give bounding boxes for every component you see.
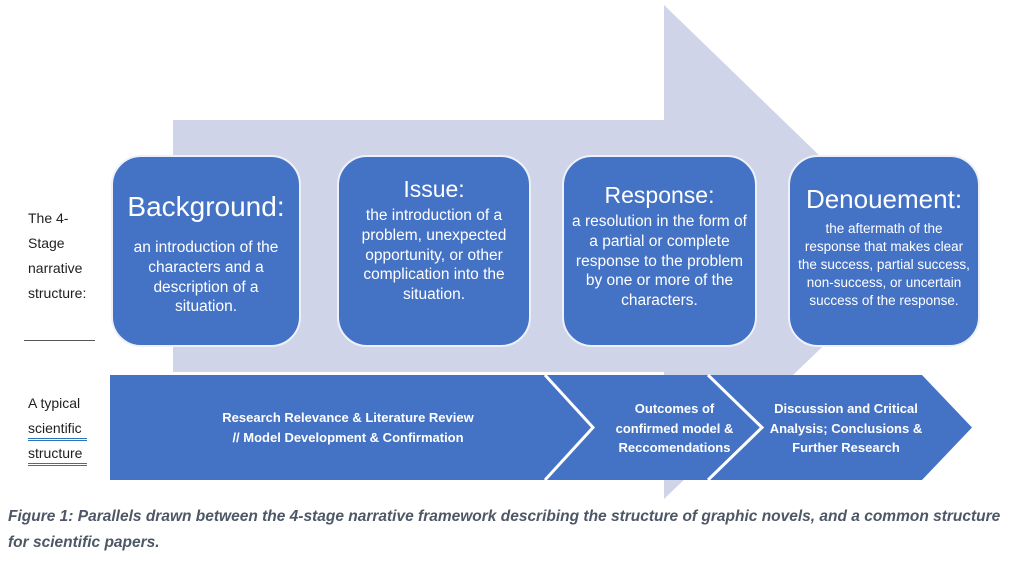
figure-caption: Figure 1: Parallels drawn between the 4-stage narrative framework describing the structure of graphic novels, and a common structure for scientific papers.: [8, 508, 1001, 551]
underlined-word: scientific: [28, 420, 87, 441]
narrative-label-line: Stage: [28, 235, 65, 251]
banner-segment-research: [128, 408, 568, 447]
banner-segment-discussion: [763, 399, 929, 458]
stage-body: a resolution in the form of a partial or complete response to the problem by one or more of the characters.: [572, 213, 747, 310]
stage-box-response: [562, 155, 757, 347]
scientific-structure-label: [28, 391, 87, 466]
narrative-structure-label: [28, 206, 86, 306]
scientific-label-line: [28, 416, 87, 441]
stage-title: Issue:: [403, 176, 465, 202]
banner-segment-line: Outcomes of: [634, 401, 715, 416]
banner-segment-line: confirmed model &: [615, 420, 734, 436]
narrative-label-line: narrative: [28, 260, 83, 276]
narrative-label-line: structure:: [28, 285, 87, 301]
banner-segment-line: Further Research: [792, 440, 900, 455]
label-divider-line: [24, 340, 95, 341]
stage-body: the aftermath of the response that makes clear the success, partial success, non-success, or uncertain success of the response.: [798, 221, 970, 309]
banner-segment-line: // Model Development & Confirmation: [232, 429, 464, 445]
scientific-label-line: [28, 441, 87, 466]
banner-segment-line: Reccomendations: [618, 440, 731, 455]
stage-box-background: [111, 155, 301, 347]
narrative-label-line: The 4-: [28, 210, 69, 226]
banner-segment-line: Research Relevance & Literature Review: [222, 410, 474, 425]
banner-segment-line: Discussion and Critical: [774, 401, 918, 416]
stage-title: Denouement:: [805, 184, 963, 214]
stage-box-denouement: [788, 155, 980, 347]
banner-segment-outcomes: [596, 399, 753, 458]
stage-title: Response:: [604, 182, 715, 208]
underlined-word: structure: [28, 445, 87, 466]
stage-body: the introduction of a problem, unexpected opportunity, or other complication into the situation.: [361, 207, 507, 304]
banner-segment-line: Analysis; Conclusions &: [769, 420, 923, 436]
stage-box-issue: [337, 155, 531, 347]
scientific-label-line: A typical: [28, 395, 81, 411]
stage-body: an introduction of the characters and a description of a situation.: [133, 239, 279, 316]
stage-title: Background:: [127, 191, 285, 222]
